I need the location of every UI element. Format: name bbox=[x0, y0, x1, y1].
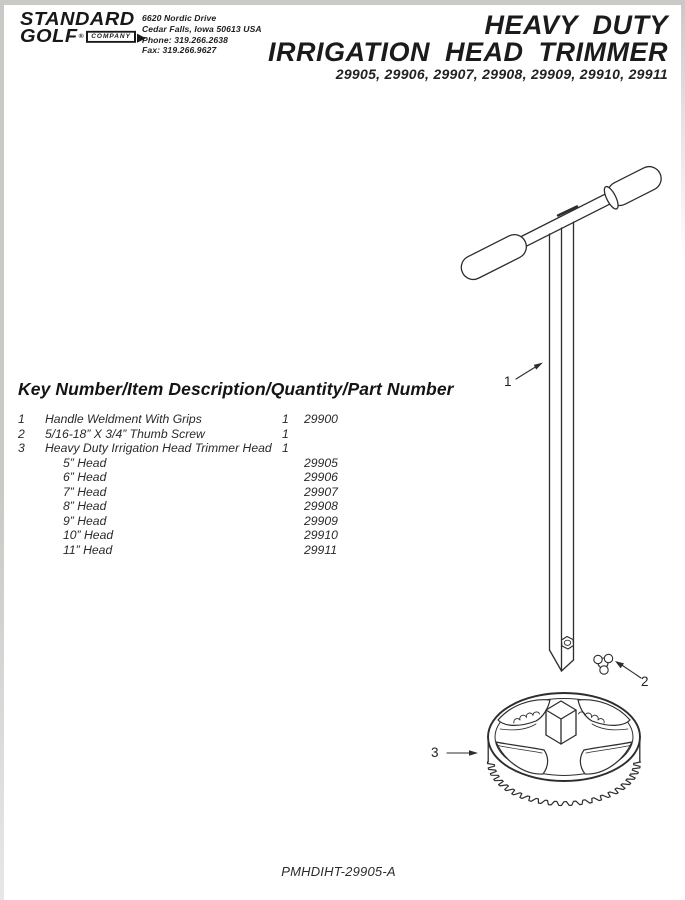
figure-label-1: 1 bbox=[504, 374, 512, 389]
address-line: 6620 Nordic Drive bbox=[142, 13, 217, 23]
registered-mark: ® bbox=[78, 33, 85, 41]
part-number-cell: 29909 bbox=[304, 513, 338, 528]
part-number-cell: 29908 bbox=[304, 499, 338, 514]
description-cell: Heavy Duty Irrigation Head Trimmer Head bbox=[45, 441, 272, 456]
description-cell: 5/16-18” X 3/4” Thumb Screw bbox=[45, 426, 205, 441]
figure-label-3: 3 bbox=[431, 745, 439, 760]
shaft bbox=[550, 222, 574, 671]
part-number-cell: 29907 bbox=[304, 484, 338, 499]
shaft-nut bbox=[562, 637, 574, 650]
title-line-1: HEAVY DUTY bbox=[484, 10, 668, 40]
logo-word-golf: GOLF bbox=[20, 26, 78, 47]
part-number-cell: 29900 bbox=[304, 412, 338, 426]
qty-cell: 1 bbox=[282, 426, 289, 441]
address-line: Cedar Falls, Iowa 50613 USA bbox=[142, 23, 262, 34]
key-cell: 3 bbox=[18, 441, 25, 456]
description-cell: 10” Head bbox=[63, 528, 114, 543]
part-number-cell: 29906 bbox=[304, 470, 338, 485]
qty-cell: 1 bbox=[282, 412, 289, 426]
qty-cell: 1 bbox=[282, 441, 289, 456]
model-numbers: 29905, 29906, 29907, 29908, 29909, 29910, 29911 bbox=[335, 66, 668, 82]
parts-list-heading: Key Number/Item Description/Quantity/Part Number bbox=[18, 379, 454, 399]
logo-word-company: COMPANY bbox=[91, 33, 131, 41]
description-cell: 5” Head bbox=[63, 455, 107, 470]
key-cell: 1 bbox=[18, 412, 25, 426]
description-cell: 11” Head bbox=[63, 542, 113, 557]
title-line-2: IRRIGATION HEAD TRIMMER bbox=[268, 36, 668, 67]
thumb-screw bbox=[594, 654, 613, 674]
left-grip bbox=[457, 231, 530, 284]
logo-word-standard: STANDARD bbox=[20, 9, 135, 30]
trimmer-head bbox=[488, 693, 641, 806]
description-cell: 7” Head bbox=[63, 484, 107, 499]
description-cell: Handle Weldment With Grips bbox=[45, 412, 202, 426]
address-fax: Fax: 319.266.9627 bbox=[142, 45, 217, 56]
part-number-cell: 29911 bbox=[304, 542, 337, 557]
figure-label-2: 2 bbox=[641, 674, 649, 689]
key-cell: 2 bbox=[18, 426, 25, 441]
description-cell: 6” Head bbox=[63, 470, 107, 485]
part-number-cell: 29905 bbox=[304, 455, 338, 470]
part-number-cell: 29910 bbox=[304, 528, 338, 543]
document-number: PMHDIHT-29905-A bbox=[281, 864, 396, 879]
description-cell: 8” Head bbox=[63, 499, 107, 514]
description-cell: 9” Head bbox=[63, 513, 107, 528]
address-phone: Phone: 319.266.2638 bbox=[142, 34, 228, 45]
